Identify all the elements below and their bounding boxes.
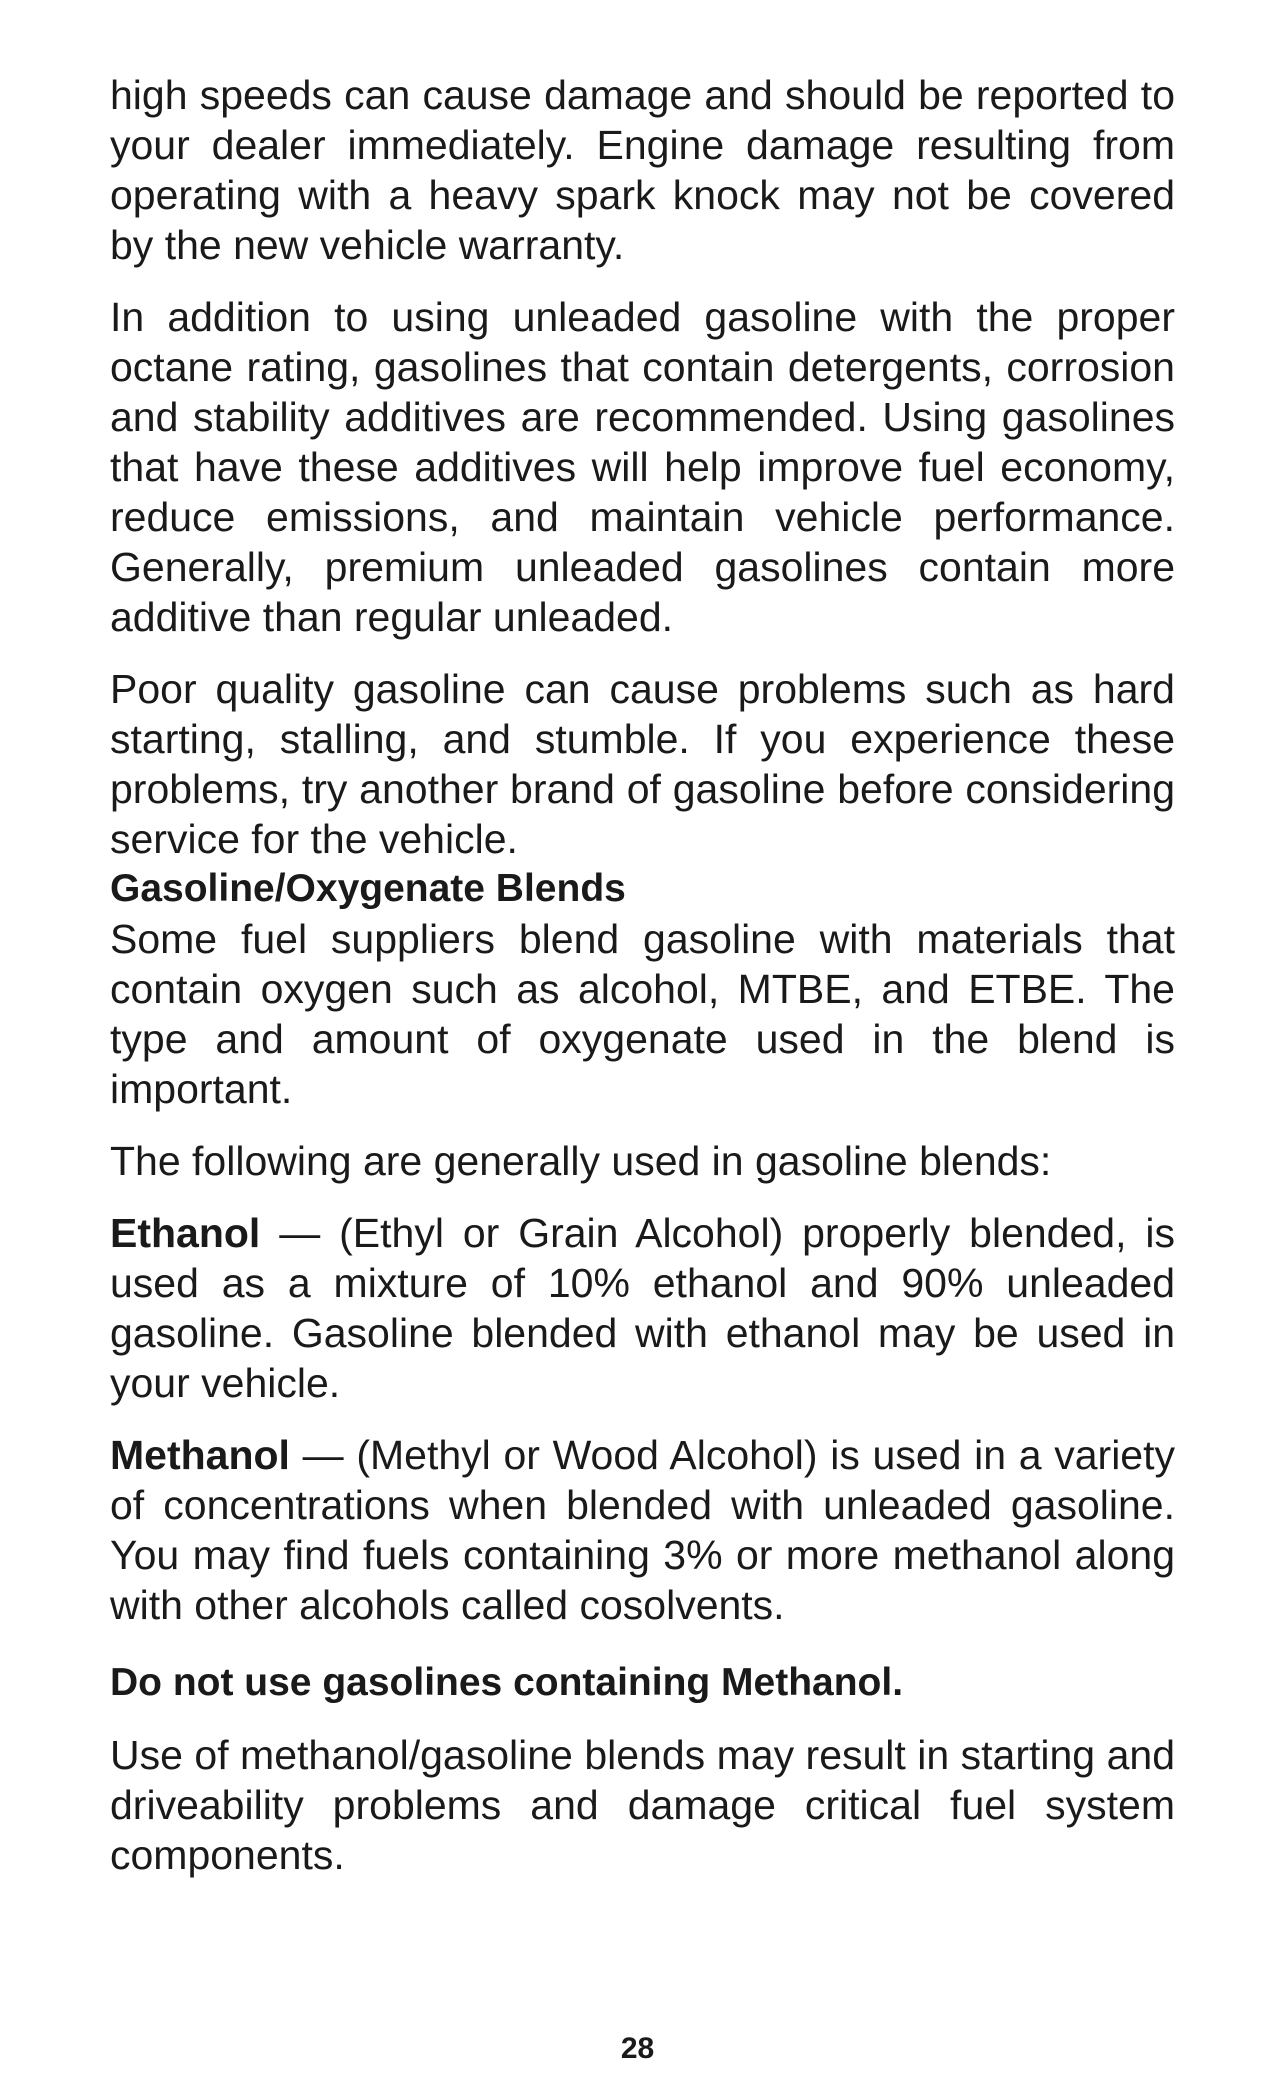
page-number: 28 xyxy=(620,2032,655,2065)
paragraph-oxygenate-intro: Some fuel suppliers blend gasoline with materials that contain oxygen such as alcohol, MTBE, and ETBE. The type and amount of oxygenate used in the blend is important. xyxy=(110,916,1175,1112)
section-heading-oxygenate-blends: Gasoline/Oxygenate Blends xyxy=(110,867,626,910)
ethanol-entry xyxy=(110,1208,1175,1408)
paragraph-blend-list-intro: The following are generally used in gasoline blends: xyxy=(110,1138,1052,1184)
paragraph-methanol-damage: Use of methanol/gasoline blends may result in starting and driveability problems and damage critical fuel system components. xyxy=(110,1732,1175,1878)
paragraph-engine-damage: high speeds can cause damage and should be reported to your dealer immediately. Engine damage resulting from operating with a heavy spark knock may not be covered by the new vehicle warranty. xyxy=(110,72,1175,268)
paragraph-additives: In addition to using unleaded gasoline with the proper octane rating, gasolines that contain detergents, corrosion and stability additives are recommended. Using gasolines that have these additives will help improve fuel economy, reduce emissions, and maintain vehicle performance. Generally, premium unleaded gasolines contain more additive than regular unleaded. xyxy=(110,294,1175,640)
methanol-entry xyxy=(110,1430,1175,1630)
ethanol-description: — (Ethyl or Grain Alcohol) properly blended, is used as a mixture of 10% ethanol and 90% unleaded gasoline. Gasoline blended with ethanol may be used in your vehicle. xyxy=(110,1210,1175,1406)
methanol-term: Methanol xyxy=(110,1432,290,1478)
paragraph-poor-quality: Poor quality gasoline can cause problems such as hard starting, stalling, and stumble. If you experience these problems, try another brand of gasoline before considering service for the vehicle. xyxy=(110,666,1175,862)
manual-page-body xyxy=(110,70,1175,1880)
ethanol-term: Ethanol xyxy=(110,1210,261,1256)
methanol-warning: Do not use gasolines containing Methanol. xyxy=(110,1661,904,1704)
methanol-description: — (Methyl or Wood Alcohol) is used in a variety of concentrations when blended with unleaded gasoline. You may find fuels containing 3% or more methanol along with other alcohols called cosolvents. xyxy=(110,1432,1175,1628)
